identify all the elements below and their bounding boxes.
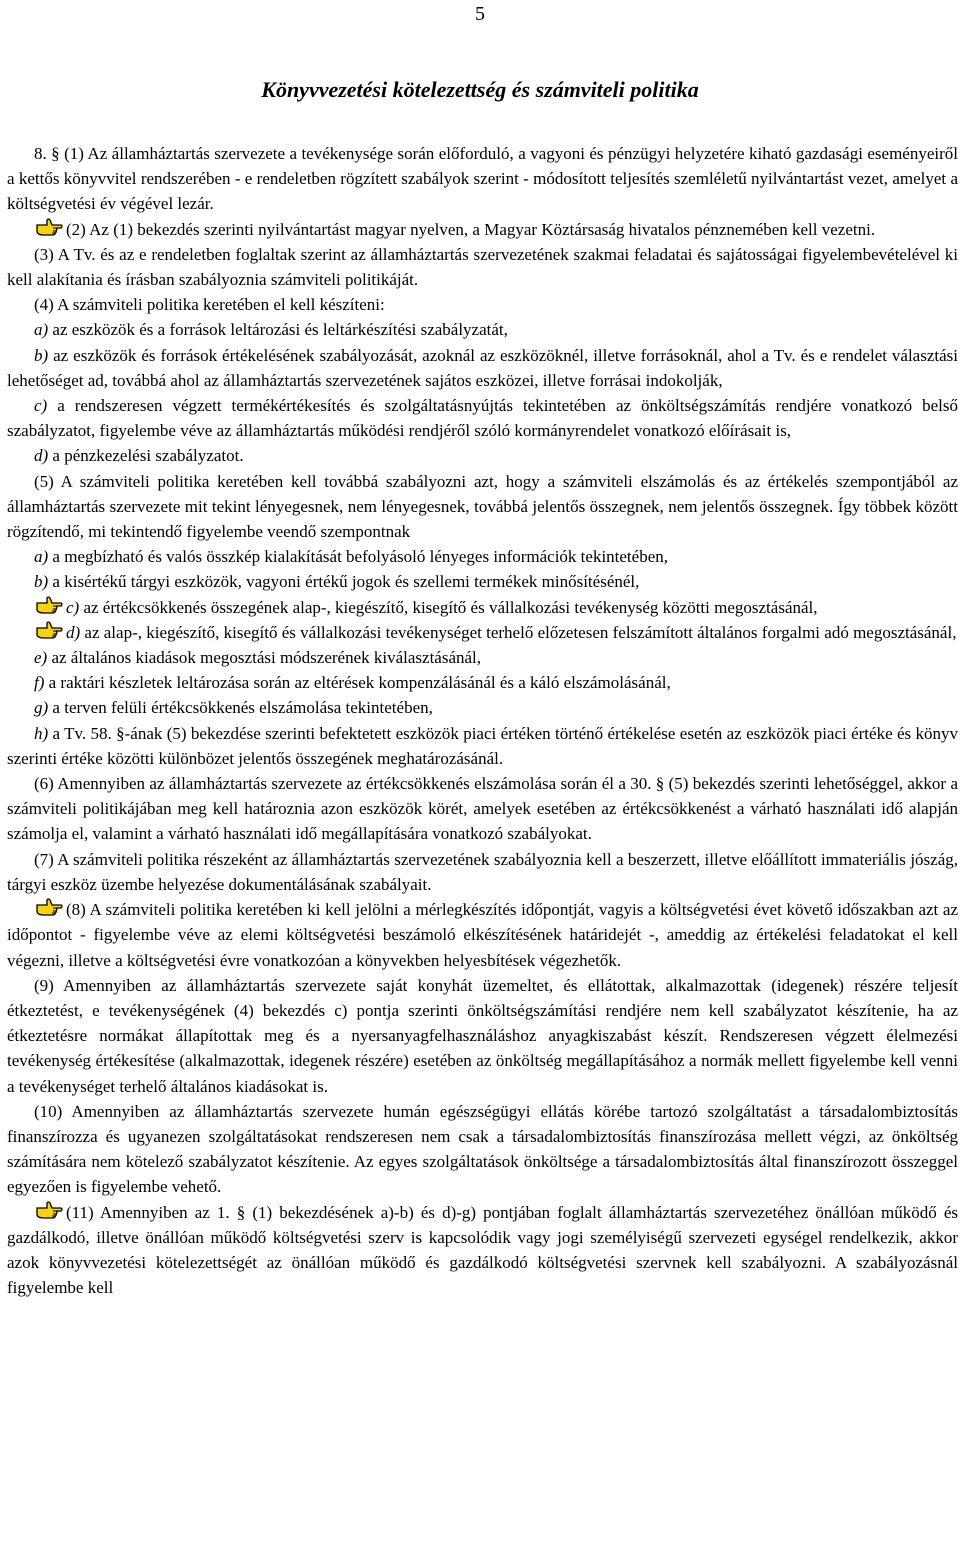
paragraph-8-6: (6) Amennyiben az államháztartás szervezete az értékcsökkenés elszámolása során él a 30. § (5) bekezdés szerinti lehetőséggel, akkor a számviteli politikájában meg kell határoznia azon eszközök körét, amelyek esetében az értékcsökkenést a várható használati idő alapján számolja el, valamint a várható használati idő megállapítására vonatkozó szabályokat. [7, 774, 958, 844]
pointing-hand-icon [34, 620, 64, 640]
document-body [7, 141, 958, 1300]
paragraph-8-5-a: a) a megbízható és valós összkép kialakítását befolyásoló lényeges információk tekintetében, [34, 547, 668, 567]
paragraph-8-9: (9) Amennyiben az államháztartás szervezete saját konyhát üzemeltet, és ellátottak, alkalmazottak (idegenek) részére teljesít étkeztetést, e tevékenységének (4) bekezdés c) pontja szerinti önköltségszámítási rendjére nem kell szabályzatot készítenie, ha az étkeztetésre normákat állapítottak meg és a nyersanyagfelhasználáshoz anyagkiszabást készít. Rendszeresen végzett élelmezési tevékenység értékesítése (alkalmazottak, idegenek részére) esetében az önköltség megállapításához a normák mellett figyelembe kell venni a tevékenységet terhelő általános kiadásokat is. [7, 975, 958, 1096]
paragraph-8-4-d: d) a pénzkezelési szabályzatot. [34, 446, 244, 466]
paragraph-8-4-b: b) az eszközök és források értékelésének szabályozását, azoknál az eszközöknél, illetve forrásoknál, ahol a Tv. és e rendelet választási lehetőséget ad, továbbá ahol az államháztartás szervezetének sajátos eszközei, illetve forrásai indokolják, [7, 345, 958, 390]
paragraph-8-4-c: c) a rendszeresen végzett termékértékesítés és szolgáltatásnyújtás tekintetében az önköltségszámítás rendjére vonatkozó belső szabályzatot, figyelembe véve az államháztartás működési rendjéről szóló kormányrendelet vonatkozó előírásait is, [7, 396, 958, 441]
paragraph-8-10: (10) Amennyiben az államháztartás szervezete humán egészségügyi ellátás körébe tartozó szolgáltatást a társadalombiztosítás finanszírozza és ugyanezen szolgáltatásokat rendszeresen nem csak a társadalombiztosítás finanszírozása mellett végzi, az önköltség számítására nem kötelező szabályzatot készítenie. Az egyes szolgáltatások önköltsége a társadalombiztosítás által finanszírozott összeggel egyezően is figyelembe vehető. [7, 1101, 958, 1197]
paragraph-8-5-h: h) a Tv. 58. §-ának (5) bekezdése szerinti befektetett eszközök piaci értéken történő értékelése esetén az eszközök piaci értéke és könyv szerinti értéke közötti különbözet jelentős összegének meghatározásánál. [7, 723, 958, 768]
pointing-hand-icon [34, 897, 64, 917]
paragraph-8-5-b: b) a kisértékű tárgyi eszközök, vagyoni értékű jogok és szellemi termékek minősítésénél, [34, 572, 640, 592]
page-number: 5 [475, 3, 485, 25]
paragraph-8-5-d: d) az alap-, kiegészítő, kisegítő és vállalkozási tevékenységet terhelő előzetesen felszámított általános forgalmi adó megosztásánál, [7, 620, 958, 645]
paragraph-8-5-g: g) a terven felüli értékcsökkenés elszámolása tekintetében, [34, 698, 433, 718]
paragraph-8-1: 8. § (1) Az államháztartás szervezete a tevékenysége során előforduló, a vagyoni és pénzügyi helyzetére kiható gazdasági eseményeiről a kettős könyvvitel rendszerében - e rendeletben rögzített szabályok szerint - módosított teljesítés szemléletű nyilvántartást vezet, amelyet a költségvetési év végével lezár. [7, 144, 958, 214]
paragraph-8-4: (4) A számviteli politika keretében el kell készíteni: [34, 295, 385, 315]
pointing-hand-icon [34, 217, 64, 237]
paragraph-8-8: (8) A számviteli politika keretében ki kell jelölni a mérlegkészítés időpontját, vagyis a költségvetési évet követő időszakban azt az időpontot - figyelembe véve az elemi költségvetési beszámoló elkészítésének határidejét -, ameddig az értékelési feladatokat el kell végezni, illetve a költségvetési évre vonatkozóan a könyvekben helyesbítések végezhetők. [7, 897, 958, 973]
paragraph-8-5: (5) A számviteli politika keretében kell továbbá szabályozni azt, hogy a számviteli elszámolás és az értékelés szempontjából az államháztartás szervezete mit tekint lényegesnek, nem lényegesnek, továbbá jelentős összegnek, nem jelentős összegnek. Így többek között rögzítendő, mi tekintendő figyelembe veendő szempontnak [7, 471, 958, 542]
paragraph-8-2: (2) Az (1) bekezdés szerinti nyilvántartást magyar nyelven, a Magyar Köztársaság hivatalos pénznemében kell vezetni. [7, 217, 958, 242]
paragraph-8-5-e: e) az általános kiadások megosztási módszerének kiválasztásánál, [34, 648, 482, 668]
page-title: Könyvvezetési kötelezettség és számviteli politika [261, 77, 699, 102]
pointing-hand-icon [34, 595, 64, 615]
paragraph-8-5-f: f) a raktári készletek leltározása során az eltérések kompenzálásánál és a káló elszámolásánál, [34, 673, 671, 693]
paragraph-8-4-a: a) az eszközök és a források leltározási és leltárkészítési szabályzatát, [34, 320, 508, 340]
pointing-hand-icon [34, 1200, 64, 1220]
paragraph-8-3: (3) A Tv. és az e rendeletben foglaltak szerint az államháztartás szervezetének szakmai feladatai és sajátosságai figyelembevételével ki kell alakítania és írásban szabályoznia számviteli politikáját. [7, 244, 958, 290]
paragraph-8-7: (7) A számviteli politika részeként az államháztartás szervezetének szabályoznia kell a beszerzett, illetve előállított immateriális jószág, tárgyi eszköz üzembe helyezése dokumentálásának szabályait. [7, 849, 958, 894]
paragraph-8-5-c: c) az értékcsökkenés összegének alap-, kiegészítő, kisegítő és vállalkozási tevékenység közötti megosztásánál, [7, 595, 958, 620]
paragraph-8-11: (11) Amennyiben az 1. § (1) bekezdésének a)-b) és d)-g) pontjában foglalt államháztartás szervezetéhez önállóan működő és gazdálkodó, illetve önállóan működő költségvetési szerv is kapcsolódik vagy jogi személyiségű szervezeti egységel rendelkezik, akkor azok könyvvezetési kötelezettségét az önállóan működő és gazdálkodó költségvetési szervnek kell szabályozni. A szabályozásnál figyelembe kell [7, 1200, 958, 1301]
